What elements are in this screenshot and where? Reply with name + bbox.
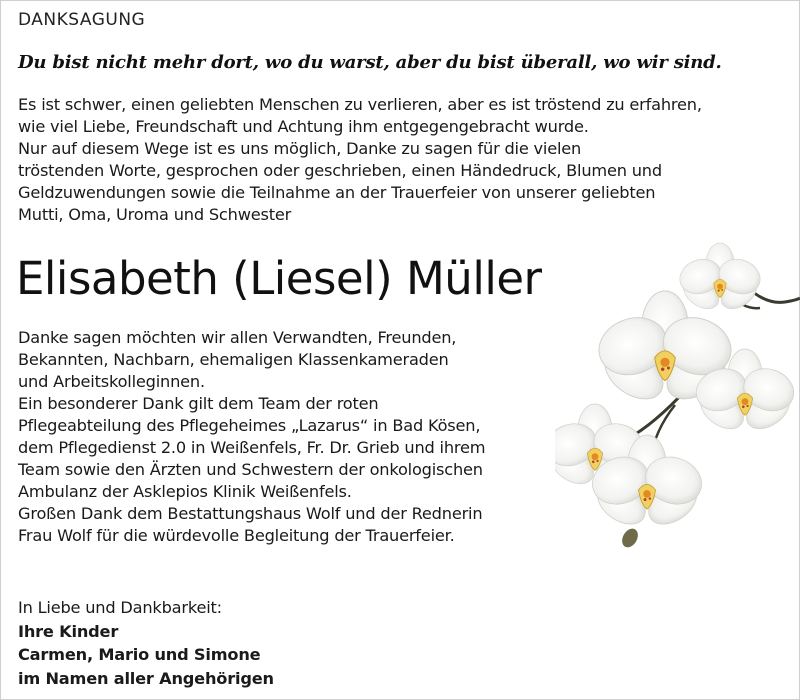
- thanks-line: Ein besonderer Dank gilt dem Team der roten: [18, 394, 379, 413]
- thanks-line: dem Pflegedienst 2.0 in Weißenfels, Fr. Dr. Grieb und ihrem: [18, 438, 486, 457]
- signature-line: im Namen aller Angehörigen: [18, 668, 274, 688]
- thanks-line: Bekannten, Nachbarn, ehemaligen Klassenkameraden: [18, 350, 449, 369]
- intro-line: Nur auf diesem Wege ist es uns möglich, Danke zu sagen für die vielen: [18, 138, 582, 158]
- thanks-line: Pflegeabteilung des Pflegeheimes „Lazarus“ in Bad Kösen,: [18, 416, 481, 435]
- thanks-line: Ambulanz der Asklepios Klinik Weißenfels.: [18, 482, 352, 501]
- motto-quote: Du bist nicht mehr dort, wo du warst, aber du bist überall, wo wir sind.: [18, 52, 722, 73]
- thanks-line: Großen Dank dem Bestattungshaus Wolf und der Rednerin: [18, 504, 483, 523]
- signature-line: Carmen, Mario und Simone: [18, 645, 261, 664]
- thanks-line: Danke sagen möchten wir allen Verwandten, Freunden,: [18, 328, 457, 347]
- intro-line: Mutti, Oma, Uroma und Schwester: [18, 204, 292, 224]
- intro-line: wie viel Liebe, Freundschaft und Achtung ihm entgegengebracht wurde.: [18, 116, 589, 136]
- intro-line: Geldzuwendungen sowie die Teilnahme an der Trauerfeier von unserer geliebten: [18, 182, 656, 202]
- notice-heading: DANKSAGUNG: [18, 10, 146, 30]
- thanks-line: Team sowie den Ärzten und Schwestern der onkologischen: [18, 460, 483, 479]
- signature-line: Ihre Kinder: [18, 621, 119, 641]
- thanks-line: und Arbeitskolleginnen.: [18, 372, 205, 391]
- intro-text: [18, 94, 788, 225]
- intro-line: Es ist schwer, einen geliebten Menschen zu verlieren, aber es ist tröstend zu erfahren,: [18, 95, 702, 114]
- thanks-text: [18, 327, 578, 547]
- thanks-line: Frau Wolf für die würdevolle Begleitung der Trauerfeier.: [18, 526, 455, 545]
- deceased-name: Elisabeth (Liesel) Müller: [16, 252, 542, 305]
- closing-line: In Liebe und Dankbarkeit:: [18, 598, 222, 617]
- intro-line: tröstenden Worte, gesprochen oder geschrieben, einen Händedruck, Blumen und: [18, 160, 662, 180]
- closing-block: [18, 596, 418, 690]
- white-orchid-image: [555, 230, 800, 560]
